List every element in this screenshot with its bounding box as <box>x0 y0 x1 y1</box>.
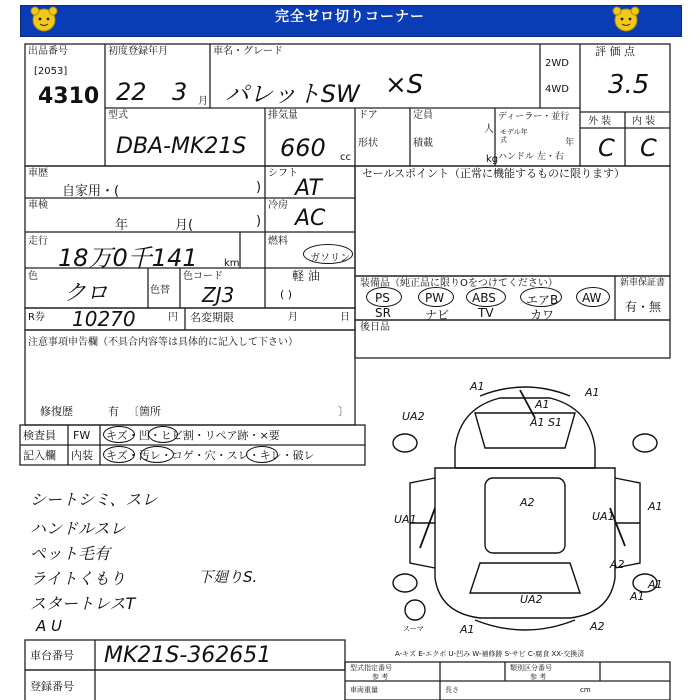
drive-2wd: 2WD <box>545 58 569 69</box>
name-change-day: 日 <box>340 312 350 323</box>
selling-label: セールスポイント（正常に機能するものに限ります） <box>362 167 626 180</box>
mileage-label: 走行 <box>28 236 48 247</box>
length-unit: cm <box>580 686 591 694</box>
note-line-3: ペット毛有 <box>30 544 111 563</box>
equip-sr: SR <box>375 306 391 320</box>
chassis-label: 車台番号 <box>30 649 74 662</box>
mileage-value: 18万0千141 <box>58 244 198 272</box>
row2-scratch-circle <box>103 446 135 463</box>
first-reg-unit: 月 <box>198 96 208 107</box>
first-reg-year: 22 <box>116 78 147 106</box>
spec-person: 人 <box>484 124 494 135</box>
equip-abs-circle <box>466 287 506 307</box>
car-name-value: パレットSW <box>225 80 360 108</box>
ref-1: 参 考 <box>372 673 389 681</box>
equip-aw: AW <box>582 291 602 305</box>
fuel-gasoline-circle <box>303 244 353 264</box>
color-value: クロ <box>64 281 109 306</box>
mark-a1-3: A1 <box>535 398 550 411</box>
header-title: 完全ゼロ切りコーナー <box>275 9 425 25</box>
equip-airbag-circle <box>520 287 562 307</box>
recycle-label: R券 <box>28 312 45 323</box>
mileage-unit: km <box>224 258 240 269</box>
equip-tv: TV <box>478 306 494 320</box>
shift-value: AT <box>295 176 322 201</box>
equip-pw-circle <box>418 287 454 307</box>
first-reg-label: 初度登録年月 <box>108 46 168 57</box>
spec-kg: kg <box>486 154 499 165</box>
spec-load: 積載 <box>413 138 433 149</box>
usage-value: 自家用・( <box>62 184 120 199</box>
name-change-month: 月 <box>288 312 298 323</box>
score-ext: C <box>598 134 615 162</box>
score-ext-label: 外 装 <box>588 116 612 127</box>
note-line-6: A U <box>36 617 63 635</box>
fuel-gasoline: ガソリン <box>310 253 350 264</box>
inspector-label2: 記入欄 <box>23 449 56 462</box>
drive-4wd: 4WD <box>545 84 569 95</box>
color-label: 色 <box>28 271 38 282</box>
inspector-row2-label: 内装 <box>71 449 93 462</box>
ac-label: 冷房 <box>268 200 288 211</box>
inspector-label1: 検査員 <box>23 429 56 442</box>
row2-wear-circle <box>246 446 278 463</box>
inspection-year: 年 <box>115 218 129 233</box>
usage-label: 車歴 <box>28 168 48 179</box>
underbody-note: 下廻りS. <box>198 568 258 586</box>
model-label: 型式 <box>108 110 128 121</box>
warranty-value: 有・無 <box>625 300 662 314</box>
mark-a1-2: A1 <box>585 386 600 399</box>
ac-value: AC <box>295 206 326 231</box>
car-name-label: 車名・グレード <box>213 46 283 57</box>
inspection-close: ) <box>256 214 262 229</box>
score-label: 評 価 点 <box>595 45 635 58</box>
mark-a1-rr2: A1 <box>630 590 645 603</box>
recycle-value: 10270 <box>72 307 136 331</box>
note-line-1: シートシミ、スレ <box>30 490 158 509</box>
lot-sub: [2053] <box>34 66 68 77</box>
equip-ps: PS <box>375 291 390 305</box>
mark-ua2-front: UA2 <box>402 410 425 423</box>
mark-ua1-left: UA1 <box>394 513 417 526</box>
mark-ua2-rear: UA2 <box>520 593 543 606</box>
notes-label: 注意事項申告欄（不具合内容等は具体的に記入して下さい） <box>28 337 298 348</box>
note-line-5: スタートレスT <box>30 594 136 613</box>
mark-a1s1: A1 S1 <box>530 416 563 429</box>
notes-close: 〕 <box>338 405 349 418</box>
notes-has: 有 <box>108 405 119 418</box>
first-reg-month: 3 <box>172 78 188 106</box>
diagram-legend: A-キズ E-エクボ U-凹み W-補修跡 S-サビ C-腐食 XX-交換済 <box>395 650 585 658</box>
note-line-2: ハンドルスレ <box>30 519 126 538</box>
row1-scratch-circle <box>103 426 135 443</box>
spec-year-unit: 年 <box>565 138 575 148</box>
color-change: 色替 <box>150 285 170 296</box>
mark-a2-roof: A2 <box>520 496 535 509</box>
name-change-label: 名変期限 <box>190 311 234 324</box>
registration-label: 登録番号 <box>30 680 74 693</box>
car-grade: ×S <box>385 70 424 100</box>
inspection-label: 車検 <box>28 200 48 211</box>
equip-aw-circle <box>576 287 610 307</box>
diagram-suvo: スーマ <box>403 625 424 633</box>
displacement-value: 660 <box>280 134 326 162</box>
inspector-row2: キズ・汚レ・コゲ・穴・スレ・キレ・破レ <box>106 449 315 462</box>
class-num-label: 類別区分番号 <box>510 664 552 672</box>
warranty-label: 新車保証書 <box>620 278 666 288</box>
spec-shape: 形状 <box>358 138 378 149</box>
color-code-label: 色コード <box>183 271 223 282</box>
spec-model-year: モデル年式 <box>500 128 528 144</box>
score-int: C <box>640 134 657 162</box>
fuel-diesel: 軽 油 <box>292 269 320 283</box>
mark-ua1-right: UA1 <box>592 510 615 523</box>
mark-a1-rl: A1 <box>460 623 475 636</box>
ref-2: 参 考 <box>530 673 547 681</box>
recycle-unit: 円 <box>168 312 178 323</box>
spec-door: ドア <box>358 110 378 121</box>
rear-seat-label: 後日品 <box>360 322 390 333</box>
length-label: 長さ <box>445 686 459 694</box>
model-value: DBA-MK21S <box>116 134 247 159</box>
mark-a2-bumper: A2 <box>590 620 605 633</box>
spec-dealer: ディーラー・並行 <box>498 112 570 122</box>
mark-a2-rear: A2 <box>610 558 625 571</box>
score-value: 3.5 <box>608 70 650 100</box>
equip-abs: ABS <box>472 291 496 305</box>
notes-repair: 修復歴 <box>40 405 73 418</box>
shift-label: シフト <box>268 168 298 179</box>
displacement-label: 排気量 <box>268 110 298 121</box>
lot-label: 出品番号 <box>28 46 68 57</box>
equip-ps-circle <box>366 287 402 307</box>
inspector-row1: キズ・凹・ヒビ割・リペア跡・×要 <box>106 429 280 442</box>
mark-a1-rr: A1 <box>648 578 663 591</box>
lot-number: 4310 <box>38 84 100 109</box>
chassis-value: MK21S-362651 <box>104 643 272 668</box>
row1-dent-circle <box>148 426 178 443</box>
displacement-unit: cc <box>340 152 351 163</box>
fuel-paren: ( ) <box>280 288 293 301</box>
car-damage-diagram <box>380 378 670 640</box>
spec-capacity: 定員 <box>413 110 433 121</box>
inspector-row1-label: FW <box>73 429 91 442</box>
notes-place: 〔箇所 <box>128 405 161 418</box>
equip-navi: ナビ <box>425 308 450 322</box>
equipment-label: 装備品（純正品に限りOをつけてください） <box>360 278 558 289</box>
fuel-label: 燃料 <box>268 236 288 247</box>
equip-airbag: エアB <box>526 293 559 307</box>
row2-stain-circle <box>140 446 174 463</box>
usage-close: ) <box>256 180 262 195</box>
type-num-label: 型式指定番号 <box>350 664 392 672</box>
mark-a1-right: A1 <box>648 500 663 513</box>
equip-leather: カワ <box>530 308 555 322</box>
note-line-4: ライトくもり <box>30 569 126 588</box>
score-int-label: 内 装 <box>632 116 656 127</box>
spec-handle: ハンドル 左・右 <box>498 152 564 162</box>
mark-a1-1: A1 <box>470 380 485 393</box>
color-code: ZJ3 <box>202 283 235 307</box>
axle-label: 車両重量 <box>350 686 378 694</box>
inspection-month: 月( <box>175 218 194 233</box>
equip-pw: PW <box>425 291 445 305</box>
